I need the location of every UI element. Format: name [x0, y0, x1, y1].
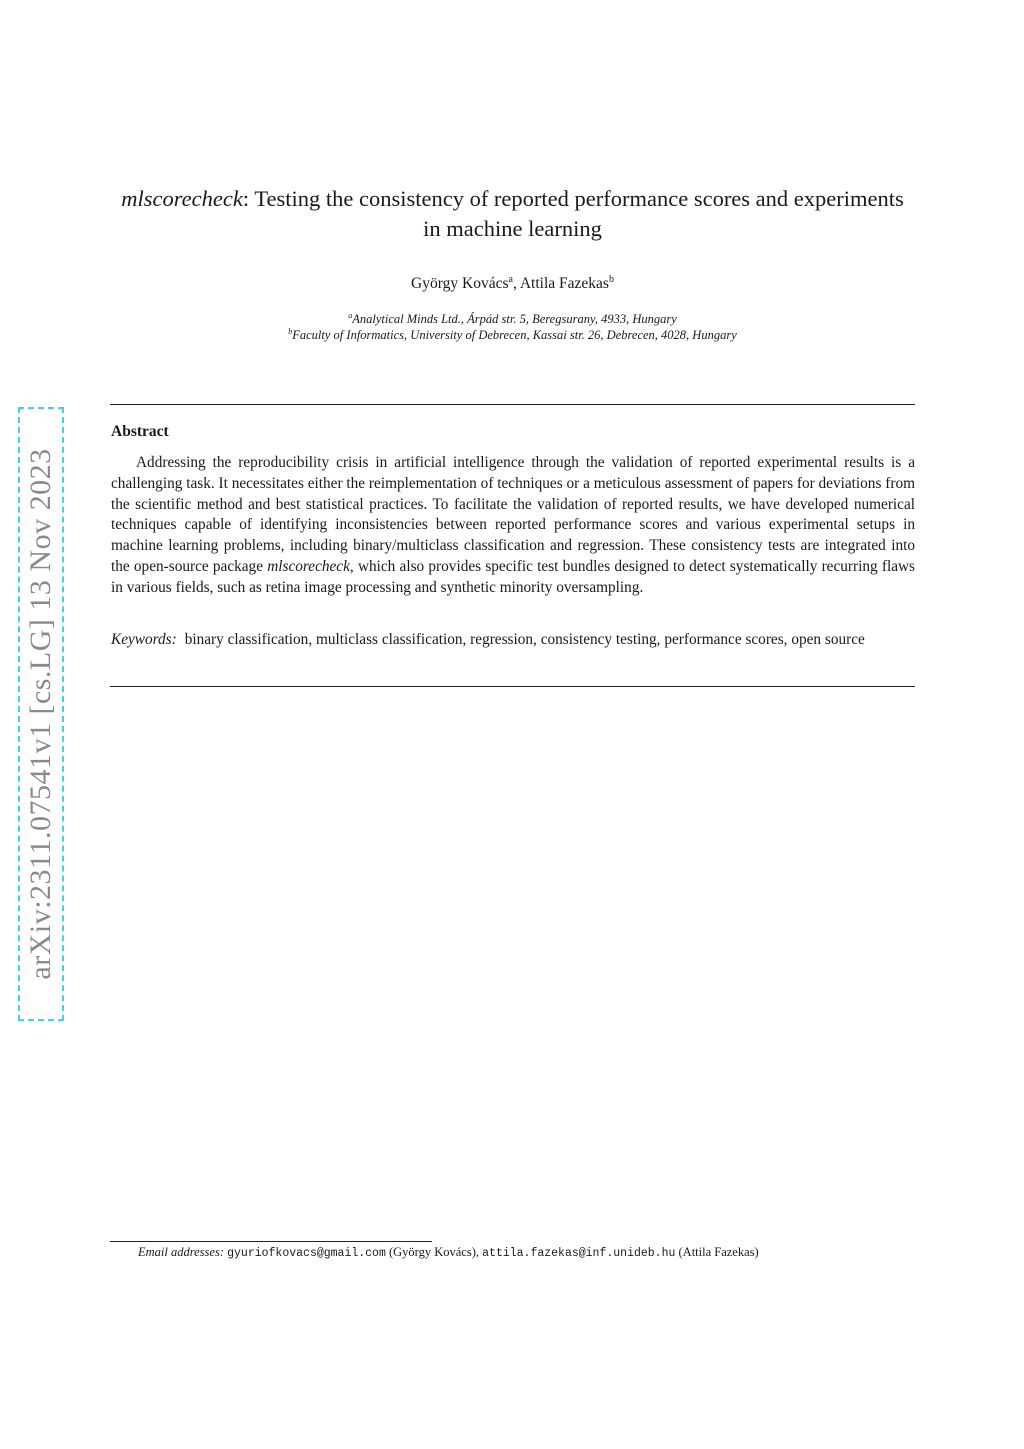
footnote-name-kovacs: (György Kovács),: [388, 1245, 480, 1259]
arxiv-identifier: arXiv:2311.07541v1 [cs.LG] 13 Nov 2023: [24, 448, 57, 980]
title-package-name: mlscorecheck: [121, 186, 243, 211]
email-footnote: [138, 1245, 759, 1260]
abstract-top-rule: [110, 404, 915, 405]
abstract-package-name: mlscorecheck: [267, 557, 350, 575]
affiliation-mark: a: [348, 311, 353, 320]
abstract-body: [111, 453, 915, 599]
affiliation-a: [110, 311, 915, 327]
abstract-bottom-rule: [110, 686, 915, 687]
footnote-rule: [110, 1241, 432, 1242]
affiliation-text: Faculty of Informatics, University of Debrecen, Kassai str. 26, Debrecen, 4028, Hungary: [292, 328, 737, 343]
email-link-kovacs[interactable]: gyuriofkovacs@gmail.com: [227, 1247, 386, 1260]
affiliation-mark: b: [288, 327, 293, 336]
author-name: Attila Fazekas: [519, 275, 609, 293]
abstract-text-part-2: , which also provides specific test bundles designed to detect systematically recurring flaws in various fields, such as retina image processing and synthetic minority oversampling.: [111, 557, 915, 596]
email-link-fazekas[interactable]: attila.fazekas@inf.unideb.hu: [482, 1247, 676, 1260]
affiliation-b: [110, 327, 915, 343]
affiliation-text: Analytical Minds Ltd., Árpád str. 5, Beregsurany, 4933, Hungary: [352, 312, 677, 327]
title-text: : Testing the consistency of reported performance scores and experiments in machine learning: [242, 186, 904, 241]
abstract-text-part-1: Addressing the reproducibility crisis in artificial intelligence through the validation of reported experimental results is a challenging task. It necessitates either the reimplementation of techniques or a meticulous assessment of papers for deviations from the scientific method and best statistical practices. To facilitate the validation of reported results, we have developed numerical techniques capable of identifying inconsistencies between reported performance scores and various experimental setups in machine learning problems, including binary/multiclass classification and regression. These consistency tests are integrated into the open-source package: [111, 454, 915, 575]
keywords-label: Keywords:: [111, 631, 177, 648]
keywords: [111, 630, 915, 651]
keywords-text: binary classification, multiclass classification, regression, consistency testing, performance scores, open source: [184, 631, 865, 648]
author-affil-mark: b: [608, 274, 614, 285]
footnote-label: Email addresses:: [138, 1245, 224, 1259]
arxiv-stamp: [18, 407, 64, 1021]
paper-title: [110, 184, 915, 244]
footnote-name-fazekas: (Attila Fazekas): [678, 1245, 759, 1259]
author-name: György Kovács: [411, 275, 509, 293]
abstract-heading: Abstract: [111, 423, 169, 440]
author-affil-mark: a: [508, 274, 513, 285]
author-list: György Kovács$^a$, Attila Fazekas$^b$: [411, 274, 614, 293]
